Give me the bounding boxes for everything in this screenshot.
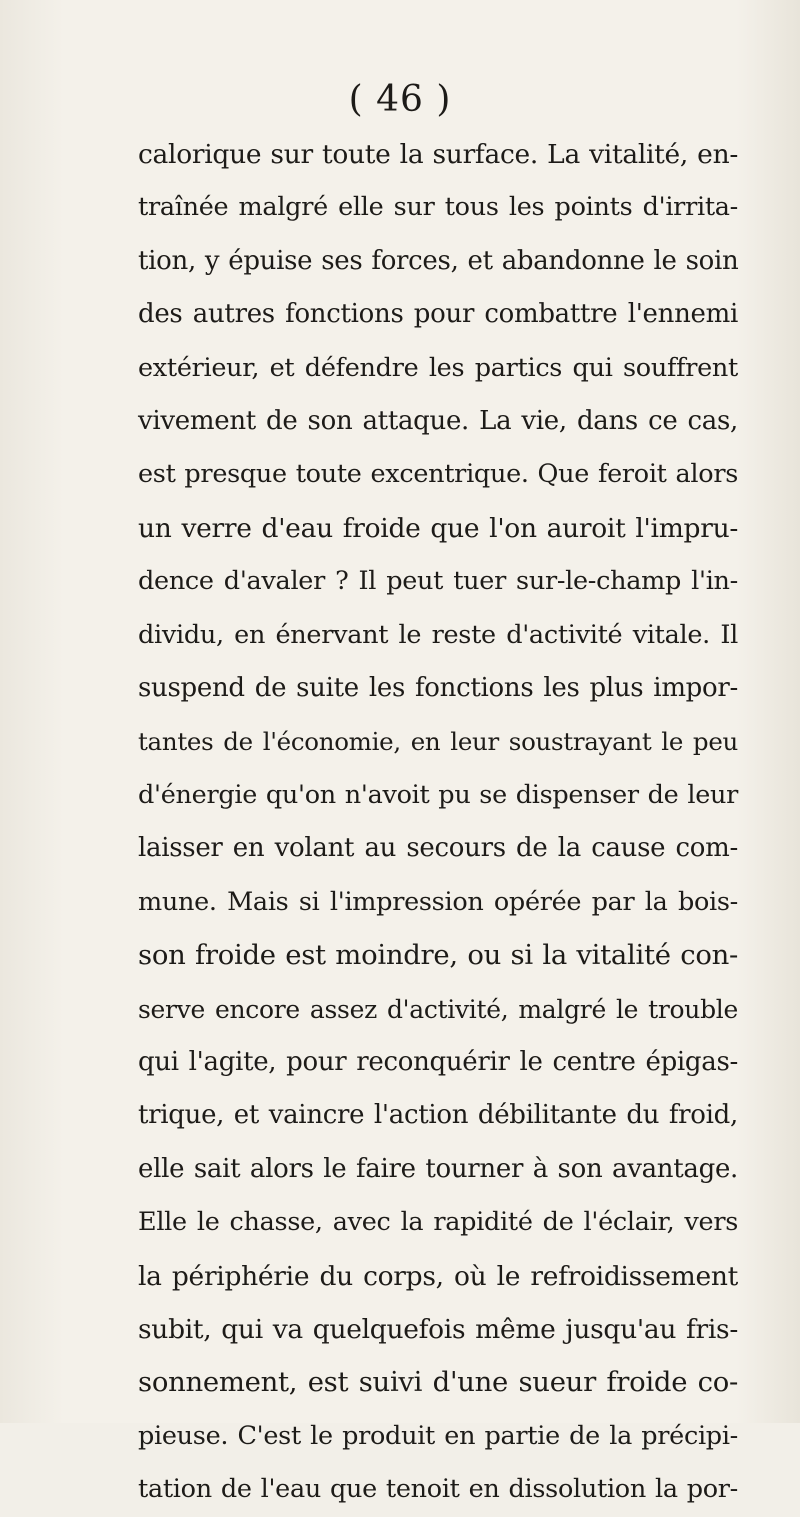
text-line: la périphérie du corps, où le refroidissement: [138, 1260, 738, 1292]
text-line: qui l'agite, pour reconquérir le centre épigas-: [138, 1046, 738, 1077]
text-line: laisser en volant au secours de la cause com-: [138, 833, 738, 864]
text-line: Elle le chasse, avec la rapidité de l'éclair, vers: [138, 1207, 738, 1238]
text-line: son froide est moindre, ou si la vitalité con-: [138, 939, 738, 972]
text-line: tantes de l'économie, en leur soustrayant le peu: [138, 727, 738, 757]
text-line: tion, y épuise ses forces, et abandonne le soin: [138, 245, 739, 276]
text-line: elle sait alors le faire tourner à son avantage.: [138, 1153, 738, 1184]
text-line: vivement de son attaque. La vie, dans ce cas,: [138, 406, 738, 437]
text-line: traînée malgré elle sur tous les points d'irrita-: [138, 192, 738, 223]
text-line: un verre d'eau froide que l'on auroit l'impru-: [138, 512, 738, 544]
text-line: pieuse. C'est le produit en partie de la précipi-: [138, 1420, 738, 1451]
text-line: dence d'avaler ? Il peut tuer sur-le-champ l'in-: [138, 566, 738, 597]
text-line: calorique sur toute la surface. La vitalité, en-: [138, 139, 738, 170]
text-line: d'énergie qu'on n'avoit pu se dispenser de leur: [138, 779, 738, 810]
text-line: serve encore assez d'activité, malgré le trouble: [138, 994, 738, 1024]
text-line: est presque toute excentrique. Que feroit alors: [138, 459, 738, 490]
text-line: sonnement, est suivi d'une sueur froide co-: [138, 1366, 738, 1399]
text-line: subit, qui va quelquefois même jusqu'au fris-: [138, 1313, 738, 1345]
text-line: extérieur, et défendre les partics qui souffrent: [138, 352, 738, 383]
text-line: des autres fonctions pour combattre l'ennemi: [138, 299, 738, 330]
text-line: dividu, en énervant le reste d'activité vitale. Il: [138, 619, 738, 650]
text-line: mune. Mais si l'impression opérée par la bois-: [138, 886, 738, 917]
text-line: tation de l'eau que tenoit en dissolution la por-: [138, 1474, 738, 1505]
text-line: suspend de suite les fonctions les plus impor-: [138, 673, 738, 704]
text-line: trique, et vaincre l'action débilitante du froid,: [138, 1100, 738, 1131]
page-number: ( 46 ): [348, 79, 452, 120]
page-body-text: [138, 128, 738, 1517]
